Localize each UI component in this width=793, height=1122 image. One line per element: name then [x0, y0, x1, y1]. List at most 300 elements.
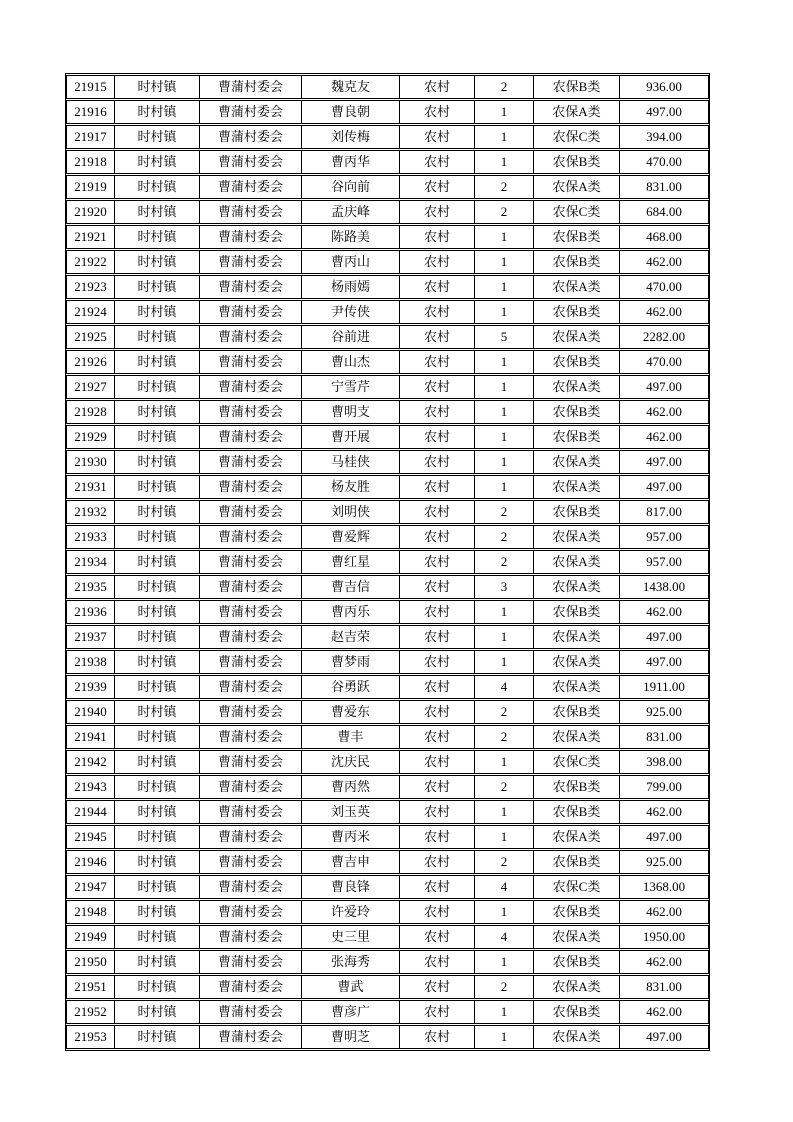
table-cell-id: 21943: [66, 775, 114, 799]
table-cell-type: 农村: [399, 750, 474, 774]
table-cell-id: 21949: [66, 925, 114, 949]
table-cell-type: 农村: [399, 150, 474, 174]
table-cell-count: 4: [474, 875, 533, 899]
table-cell-id: 21932: [66, 500, 114, 524]
table-cell-type: 农村: [399, 100, 474, 124]
table-cell-name: 谷向前: [301, 175, 399, 199]
table-cell-category: 农保B类: [533, 950, 619, 974]
table-cell-name: 陈路美: [301, 225, 399, 249]
table-cell-type: 农村: [399, 250, 474, 274]
table-row: [66, 650, 709, 674]
table-row: [66, 950, 709, 974]
table-cell-village: 曹蒲村委会: [199, 400, 301, 424]
table-cell-category: 农保A类: [533, 525, 619, 549]
table-cell-category: 农保A类: [533, 375, 619, 399]
table-cell-id: 21947: [66, 875, 114, 899]
table-cell-town: 时村镇: [114, 300, 199, 324]
table-cell-count: 1: [474, 425, 533, 449]
table-cell-count: 1: [474, 275, 533, 299]
table-cell-type: 农村: [399, 225, 474, 249]
table-row: [66, 850, 709, 874]
table-cell-name: 谷前进: [301, 325, 399, 349]
table-cell-amount: 684.00: [619, 200, 709, 224]
table-cell-type: 农村: [399, 725, 474, 749]
table-row: [66, 300, 709, 324]
table-cell-village: 曹蒲村委会: [199, 100, 301, 124]
table-cell-village: 曹蒲村委会: [199, 875, 301, 899]
table-cell-type: 农村: [399, 700, 474, 724]
table-cell-category: 农保B类: [533, 75, 619, 99]
table-row: [66, 900, 709, 924]
table-cell-category: 农保B类: [533, 250, 619, 274]
table-row: [66, 175, 709, 199]
table-cell-amount: 462.00: [619, 950, 709, 974]
table-row: [66, 625, 709, 649]
insurance-roster-table: [65, 73, 710, 1051]
table-row: [66, 675, 709, 699]
table-cell-amount: 1950.00: [619, 925, 709, 949]
table-cell-village: 曹蒲村委会: [199, 75, 301, 99]
table-cell-count: 2: [474, 700, 533, 724]
table-cell-name: 曹良朝: [301, 100, 399, 124]
table-cell-village: 曹蒲村委会: [199, 625, 301, 649]
table-cell-amount: 1438.00: [619, 575, 709, 599]
table-cell-town: 时村镇: [114, 250, 199, 274]
table-cell-category: 农保B类: [533, 300, 619, 324]
table-cell-town: 时村镇: [114, 700, 199, 724]
table-cell-id: 21923: [66, 275, 114, 299]
table-cell-id: 21953: [66, 1025, 114, 1049]
table-row: [66, 125, 709, 149]
table-cell-name: 谷勇跃: [301, 675, 399, 699]
table-cell-town: 时村镇: [114, 150, 199, 174]
table-cell-town: 时村镇: [114, 475, 199, 499]
table-cell-village: 曹蒲村委会: [199, 500, 301, 524]
table-cell-type: 农村: [399, 500, 474, 524]
table-cell-amount: 462.00: [619, 600, 709, 624]
table-cell-village: 曹蒲村委会: [199, 300, 301, 324]
table-cell-village: 曹蒲村委会: [199, 200, 301, 224]
table-cell-name: 曹吉申: [301, 850, 399, 874]
table-cell-category: 农保C类: [533, 750, 619, 774]
table-cell-type: 农村: [399, 450, 474, 474]
table-cell-name: 曹良锋: [301, 875, 399, 899]
table-cell-village: 曹蒲村委会: [199, 600, 301, 624]
table-cell-village: 曹蒲村委会: [199, 450, 301, 474]
table-cell-type: 农村: [399, 325, 474, 349]
table-cell-name: 曹武: [301, 975, 399, 999]
table-cell-town: 时村镇: [114, 425, 199, 449]
table-cell-id: 21941: [66, 725, 114, 749]
table-cell-name: 曹开展: [301, 425, 399, 449]
table-cell-id: 21944: [66, 800, 114, 824]
table-cell-type: 农村: [399, 425, 474, 449]
table-cell-amount: 497.00: [619, 450, 709, 474]
table-cell-type: 农村: [399, 300, 474, 324]
table-cell-town: 时村镇: [114, 975, 199, 999]
table-cell-id: 21935: [66, 575, 114, 599]
table-cell-name: 曹梦雨: [301, 650, 399, 674]
table-cell-town: 时村镇: [114, 550, 199, 574]
table-cell-category: 农保B类: [533, 225, 619, 249]
table-cell-town: 时村镇: [114, 125, 199, 149]
table-cell-category: 农保B类: [533, 800, 619, 824]
table-cell-type: 农村: [399, 675, 474, 699]
table-cell-id: 21942: [66, 750, 114, 774]
table-cell-category: 农保A类: [533, 650, 619, 674]
table-cell-count: 1: [474, 625, 533, 649]
table-cell-category: 农保B类: [533, 700, 619, 724]
table-cell-type: 农村: [399, 900, 474, 924]
table-cell-amount: 497.00: [619, 825, 709, 849]
table-cell-count: 1: [474, 750, 533, 774]
table-cell-name: 曹山杰: [301, 350, 399, 374]
table-cell-village: 曹蒲村委会: [199, 950, 301, 974]
table-row: [66, 500, 709, 524]
table-cell-town: 时村镇: [114, 600, 199, 624]
table-cell-count: 1: [474, 350, 533, 374]
table-cell-amount: 2282.00: [619, 325, 709, 349]
table-cell-type: 农村: [399, 825, 474, 849]
table-cell-category: 农保A类: [533, 975, 619, 999]
table-cell-id: 21918: [66, 150, 114, 174]
table-cell-village: 曹蒲村委会: [199, 275, 301, 299]
table-cell-category: 农保A类: [533, 925, 619, 949]
table-cell-type: 农村: [399, 800, 474, 824]
table-cell-id: 21922: [66, 250, 114, 274]
table-cell-village: 曹蒲村委会: [199, 1025, 301, 1049]
table-cell-town: 时村镇: [114, 225, 199, 249]
table-cell-count: 1: [474, 1025, 533, 1049]
table-cell-town: 时村镇: [114, 325, 199, 349]
table-cell-count: 2: [474, 975, 533, 999]
table-cell-id: 21927: [66, 375, 114, 399]
table-cell-id: 21939: [66, 675, 114, 699]
table-cell-town: 时村镇: [114, 725, 199, 749]
table-row: [66, 200, 709, 224]
table-cell-town: 时村镇: [114, 775, 199, 799]
table-cell-category: 农保B类: [533, 600, 619, 624]
table-cell-town: 时村镇: [114, 875, 199, 899]
table-cell-village: 曹蒲村委会: [199, 175, 301, 199]
table-cell-name: 曹爱东: [301, 700, 399, 724]
table-cell-id: 21948: [66, 900, 114, 924]
table-cell-town: 时村镇: [114, 175, 199, 199]
table-cell-category: 农保B类: [533, 900, 619, 924]
table-cell-village: 曹蒲村委会: [199, 800, 301, 824]
table-cell-count: 1: [474, 1000, 533, 1024]
table-cell-name: 赵吉荣: [301, 625, 399, 649]
table-cell-town: 时村镇: [114, 1025, 199, 1049]
table-cell-village: 曹蒲村委会: [199, 925, 301, 949]
table-cell-village: 曹蒲村委会: [199, 325, 301, 349]
table-cell-category: 农保B类: [533, 500, 619, 524]
table-cell-amount: 957.00: [619, 550, 709, 574]
table-cell-category: 农保A类: [533, 625, 619, 649]
table-cell-name: 孟庆峰: [301, 200, 399, 224]
table-row: [66, 875, 709, 899]
table-cell-category: 农保A类: [533, 325, 619, 349]
table-cell-type: 农村: [399, 975, 474, 999]
table-cell-town: 时村镇: [114, 900, 199, 924]
table-cell-name: 刘玉英: [301, 800, 399, 824]
table-cell-id: 21950: [66, 950, 114, 974]
table-cell-village: 曹蒲村委会: [199, 700, 301, 724]
table-cell-name: 刘传梅: [301, 125, 399, 149]
table-cell-category: 农保A类: [533, 475, 619, 499]
table-cell-amount: 817.00: [619, 500, 709, 524]
table-cell-village: 曹蒲村委会: [199, 575, 301, 599]
table-cell-amount: 462.00: [619, 800, 709, 824]
table-cell-count: 1: [474, 650, 533, 674]
table-cell-town: 时村镇: [114, 100, 199, 124]
table-cell-count: 2: [474, 200, 533, 224]
table-cell-count: 1: [474, 150, 533, 174]
table-cell-amount: 497.00: [619, 650, 709, 674]
table-cell-village: 曹蒲村委会: [199, 900, 301, 924]
table-cell-count: 1: [474, 250, 533, 274]
table-cell-name: 魏克友: [301, 75, 399, 99]
table-cell-town: 时村镇: [114, 200, 199, 224]
table-row: [66, 325, 709, 349]
table-cell-name: 曹彦广: [301, 1000, 399, 1024]
table-cell-amount: 462.00: [619, 1000, 709, 1024]
table-cell-count: 5: [474, 325, 533, 349]
table-cell-count: 2: [474, 525, 533, 549]
table-cell-id: 21925: [66, 325, 114, 349]
table-cell-town: 时村镇: [114, 675, 199, 699]
table-cell-count: 1: [474, 600, 533, 624]
table-cell-village: 曹蒲村委会: [199, 1000, 301, 1024]
table-cell-type: 农村: [399, 775, 474, 799]
table-cell-type: 农村: [399, 75, 474, 99]
table-row: [66, 600, 709, 624]
table-cell-id: 21937: [66, 625, 114, 649]
table-cell-count: 1: [474, 950, 533, 974]
table-cell-id: 21921: [66, 225, 114, 249]
table-cell-village: 曹蒲村委会: [199, 150, 301, 174]
table-cell-town: 时村镇: [114, 800, 199, 824]
table-cell-town: 时村镇: [114, 625, 199, 649]
table-cell-amount: 497.00: [619, 100, 709, 124]
table-cell-amount: 799.00: [619, 775, 709, 799]
table-cell-count: 4: [474, 925, 533, 949]
table-cell-name: 刘明侠: [301, 500, 399, 524]
table-cell-category: 农保B类: [533, 150, 619, 174]
table-cell-name: 曹红星: [301, 550, 399, 574]
table-cell-town: 时村镇: [114, 375, 199, 399]
table-cell-amount: 462.00: [619, 250, 709, 274]
table-cell-category: 农保B类: [533, 425, 619, 449]
table-cell-town: 时村镇: [114, 925, 199, 949]
table-cell-amount: 470.00: [619, 150, 709, 174]
table-cell-type: 农村: [399, 350, 474, 374]
table-cell-town: 时村镇: [114, 575, 199, 599]
table-row: [66, 775, 709, 799]
table-cell-category: 农保A类: [533, 275, 619, 299]
table-cell-village: 曹蒲村委会: [199, 425, 301, 449]
table-cell-village: 曹蒲村委会: [199, 250, 301, 274]
table-row: [66, 575, 709, 599]
table-cell-id: 21916: [66, 100, 114, 124]
table-cell-amount: 394.00: [619, 125, 709, 149]
table-cell-type: 农村: [399, 1025, 474, 1049]
table-cell-name: 曹丙山: [301, 250, 399, 274]
table-cell-id: 21933: [66, 525, 114, 549]
table-cell-town: 时村镇: [114, 275, 199, 299]
table-cell-category: 农保B类: [533, 350, 619, 374]
table-cell-town: 时村镇: [114, 825, 199, 849]
table-cell-id: 21951: [66, 975, 114, 999]
table-cell-amount: 831.00: [619, 975, 709, 999]
table-cell-village: 曹蒲村委会: [199, 475, 301, 499]
table-row: [66, 1000, 709, 1024]
table-cell-town: 时村镇: [114, 525, 199, 549]
table-cell-amount: 462.00: [619, 425, 709, 449]
table-cell-type: 农村: [399, 950, 474, 974]
table-cell-town: 时村镇: [114, 950, 199, 974]
table-row: [66, 400, 709, 424]
table-row: [66, 275, 709, 299]
table-cell-category: 农保A类: [533, 675, 619, 699]
table-cell-amount: 462.00: [619, 900, 709, 924]
table-body: [66, 75, 709, 1049]
table-cell-name: 曹丙华: [301, 150, 399, 174]
table-cell-type: 农村: [399, 550, 474, 574]
table-cell-type: 农村: [399, 475, 474, 499]
table-cell-id: 21920: [66, 200, 114, 224]
table-row: [66, 225, 709, 249]
table-cell-town: 时村镇: [114, 450, 199, 474]
table-cell-type: 农村: [399, 375, 474, 399]
table-cell-type: 农村: [399, 600, 474, 624]
table-cell-category: 农保A类: [533, 1025, 619, 1049]
table-cell-amount: 957.00: [619, 525, 709, 549]
table-cell-id: 21934: [66, 550, 114, 574]
table-row: [66, 350, 709, 374]
table-cell-type: 农村: [399, 1000, 474, 1024]
table-cell-amount: 925.00: [619, 850, 709, 874]
table-cell-village: 曹蒲村委会: [199, 725, 301, 749]
table-cell-amount: 831.00: [619, 175, 709, 199]
table-cell-name: 张海秀: [301, 950, 399, 974]
table-cell-count: 1: [474, 400, 533, 424]
table-cell-type: 农村: [399, 125, 474, 149]
table-row: [66, 750, 709, 774]
table-row: [66, 450, 709, 474]
table-cell-name: 曹爱辉: [301, 525, 399, 549]
table-cell-type: 农村: [399, 850, 474, 874]
table-cell-category: 农保A类: [533, 575, 619, 599]
table-cell-id: 21915: [66, 75, 114, 99]
table-cell-category: 农保B类: [533, 400, 619, 424]
table-cell-type: 农村: [399, 925, 474, 949]
table-cell-type: 农村: [399, 875, 474, 899]
table-cell-village: 曹蒲村委会: [199, 525, 301, 549]
table-row: [66, 150, 709, 174]
table-cell-amount: 468.00: [619, 225, 709, 249]
table-cell-amount: 462.00: [619, 300, 709, 324]
table-cell-category: 农保B类: [533, 850, 619, 874]
table-row: [66, 425, 709, 449]
table-cell-town: 时村镇: [114, 750, 199, 774]
table-cell-village: 曹蒲村委会: [199, 125, 301, 149]
table-cell-amount: 1368.00: [619, 875, 709, 899]
table-cell-amount: 925.00: [619, 700, 709, 724]
table-row: [66, 925, 709, 949]
table-cell-id: 21931: [66, 475, 114, 499]
table-cell-count: 2: [474, 500, 533, 524]
table-cell-amount: 936.00: [619, 75, 709, 99]
table-cell-count: 1: [474, 100, 533, 124]
table-cell-town: 时村镇: [114, 1000, 199, 1024]
table-cell-count: 2: [474, 850, 533, 874]
table-cell-amount: 497.00: [619, 1025, 709, 1049]
table-cell-count: 1: [474, 450, 533, 474]
table-cell-count: 2: [474, 75, 533, 99]
table-cell-id: 21917: [66, 125, 114, 149]
table-cell-town: 时村镇: [114, 650, 199, 674]
table-row: [66, 700, 709, 724]
table-cell-amount: 1911.00: [619, 675, 709, 699]
table-cell-name: 尹传侠: [301, 300, 399, 324]
table-cell-amount: 497.00: [619, 375, 709, 399]
table-cell-count: 4: [474, 675, 533, 699]
table-cell-id: 21928: [66, 400, 114, 424]
table-cell-village: 曹蒲村委会: [199, 375, 301, 399]
table-cell-category: 农保A类: [533, 100, 619, 124]
table-row: [66, 250, 709, 274]
table-cell-name: 曹丙乐: [301, 600, 399, 624]
table-row: [66, 550, 709, 574]
table-cell-name: 杨雨嫣: [301, 275, 399, 299]
table-cell-type: 农村: [399, 175, 474, 199]
table-cell-category: 农保A类: [533, 725, 619, 749]
table-cell-count: 1: [474, 475, 533, 499]
table-cell-type: 农村: [399, 575, 474, 599]
table-cell-id: 21952: [66, 1000, 114, 1024]
table-row: [66, 100, 709, 124]
table-cell-type: 农村: [399, 650, 474, 674]
table-cell-amount: 470.00: [619, 275, 709, 299]
table-cell-type: 农村: [399, 525, 474, 549]
table-cell-count: 1: [474, 900, 533, 924]
table-cell-category: 农保A类: [533, 825, 619, 849]
table-cell-type: 农村: [399, 200, 474, 224]
table-cell-id: 21926: [66, 350, 114, 374]
table-cell-town: 时村镇: [114, 500, 199, 524]
table-cell-count: 3: [474, 575, 533, 599]
table-cell-category: 农保B类: [533, 775, 619, 799]
table-cell-name: 史三里: [301, 925, 399, 949]
table-cell-name: 宁雪芹: [301, 375, 399, 399]
table-cell-count: 2: [474, 550, 533, 574]
table-cell-name: 曹明芝: [301, 1025, 399, 1049]
table-cell-amount: 831.00: [619, 725, 709, 749]
table-cell-category: 农保C类: [533, 875, 619, 899]
table-cell-category: 农保A类: [533, 550, 619, 574]
table-cell-id: 21930: [66, 450, 114, 474]
table-cell-category: 农保B类: [533, 1000, 619, 1024]
table-cell-id: 21945: [66, 825, 114, 849]
table-cell-category: 农保C类: [533, 125, 619, 149]
table-cell-count: 1: [474, 300, 533, 324]
table-cell-category: 农保A类: [533, 175, 619, 199]
table-row: [66, 75, 709, 99]
table-cell-amount: 497.00: [619, 475, 709, 499]
table-cell-id: 21929: [66, 425, 114, 449]
table-cell-village: 曹蒲村委会: [199, 350, 301, 374]
